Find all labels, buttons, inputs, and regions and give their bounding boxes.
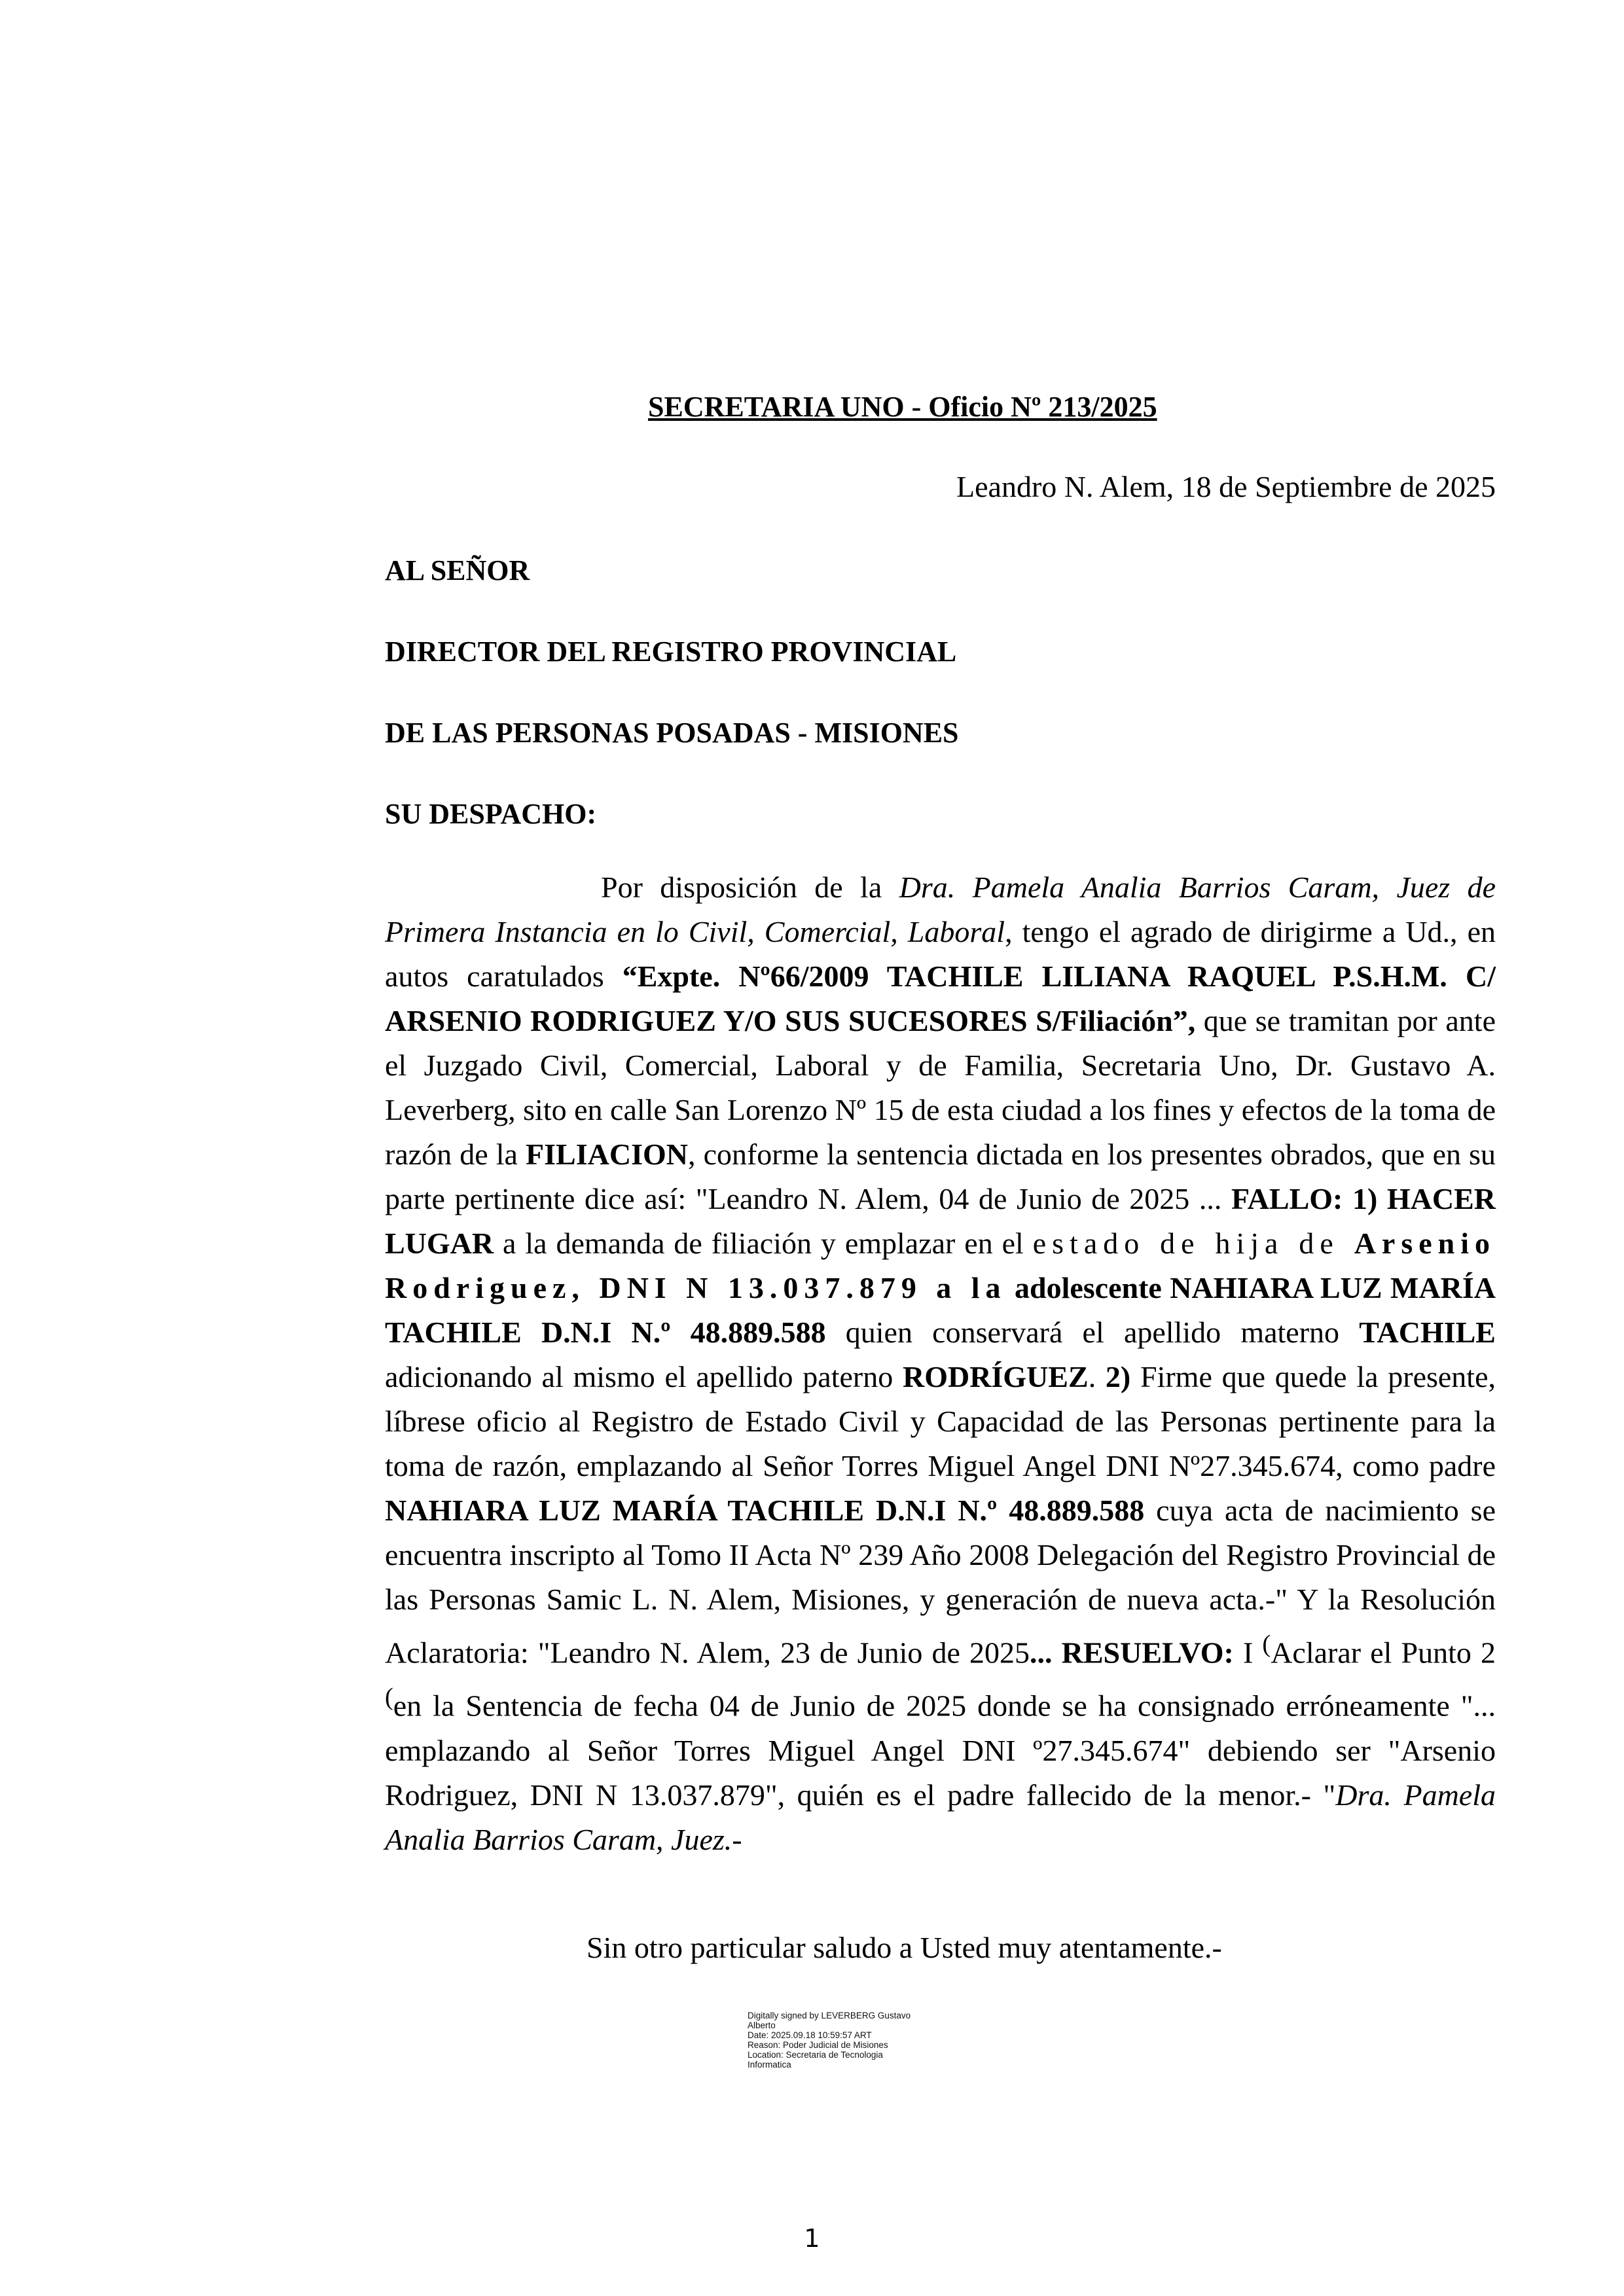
addressee-line-1: AL SEÑOR bbox=[385, 554, 530, 586]
resolution-heading: ... RESUELVO: bbox=[1030, 1636, 1234, 1670]
body-run: estado de hija de bbox=[1032, 1227, 1354, 1260]
body-run-judge: Dra. Pamela Analia Barrios Caram, Juez de Primera Instancia en lo Civil, Comercial, Laboral bbox=[385, 870, 1496, 948]
closing-line: Sin otro particular saludo a Usted muy atentamente.- bbox=[586, 1931, 1222, 1964]
case-title: “Expte. Nº66/2009 TACHILE LILIANA RAQUEL P.S.H.M. C/ ARSENIO RODRIGUEZ Y/O SUS SUCESORES S/Filiación”, bbox=[385, 960, 1496, 1037]
signature-line: Location: Secretaria de Tecnologia bbox=[748, 2050, 883, 2060]
paren-mark: ( bbox=[385, 1683, 393, 1712]
body-run: I bbox=[1233, 1636, 1263, 1670]
body-paragraph bbox=[385, 865, 1496, 1862]
judge-signature-text: Dra. Pamela Analia Barrios Caram, Juez. bbox=[385, 1778, 1496, 1856]
date-line: Leandro N. Alem, 18 de Septiembre de 2025 bbox=[956, 470, 1496, 503]
signature-line: Date: 2025.09.18 10:59:57 ART bbox=[748, 2030, 872, 2040]
body-run: , conforme la sentencia dictada en los presentes obrados, que en su parte pertinente dice así: "Leandro N. Alem, 04 de Junio de 2025 ... bbox=[385, 1138, 1496, 1215]
body-run: en la Sentencia de fecha 04 de Junio de 2025 donde se ha consignado erróneamente "... emplazando al Señor Torres Miguel Angel DNI º27.345.674" debiendo ser "Arsenio Rodriguez, DNI N 13.037.879", quién es el padre fallecido de la menor.- " bbox=[385, 1689, 1496, 1812]
body-run: cuya acta de nacimiento se encuentra inscripto al Tomo II Acta Nº 239 Año 2008 Delegación del Registro Provincial de las Personas Samic L. N. Alem, Misiones, y generación de nueva acta.-" Y la Resolución Aclaratoria: "Leandro N. Alem, 23 de Junio de 2025 bbox=[385, 1494, 1496, 1670]
father-name: Arsenio Rodriguez, DNI N 13.037.879 a la bbox=[385, 1227, 1496, 1304]
addressee-line-3: DE LAS PERSONAS POSADAS - MISIONES bbox=[385, 717, 959, 749]
body-run-filiacion: FILIACION bbox=[526, 1138, 688, 1171]
addressee-line-2: DIRECTOR DEL REGISTRO PROVINCIAL bbox=[385, 636, 957, 668]
page-number: 1 bbox=[804, 2224, 820, 2253]
maternal-surname: TACHILE bbox=[1359, 1316, 1496, 1349]
body-run: , tengo el agrado de dirigirme a Ud., en autos caratulados bbox=[385, 915, 1496, 993]
child-name: adolescente NAHIARA LUZ MARÍA TACHILE D.N.I N.º 48.889.588 bbox=[385, 1271, 1496, 1349]
document-title: SECRETARIA UNO - Oficio Nº 213/2025 bbox=[648, 391, 1157, 423]
body-run: adicionando al mismo el apellido paterno bbox=[385, 1360, 903, 1393]
signature-line: Informatica bbox=[748, 2060, 791, 2070]
body-run: que se tramitan por ante el Juzgado Civil, Comercial, Laboral y de Familia, Secretaria Uno, Dr. Gustavo A. Leverberg, sito en calle San Lorenzo Nº 15 de esta ciudad a los fines y efectos de la toma de razón de la bbox=[385, 1004, 1496, 1171]
signature-line: Reason: Poder Judicial de Misiones bbox=[748, 2040, 888, 2050]
addressee-line-4: SU DESPACHO: bbox=[385, 798, 597, 830]
body-run: Aclarar el Punto 2 bbox=[1271, 1636, 1496, 1670]
paternal-surname: RODRÍGUEZ bbox=[902, 1360, 1089, 1393]
ruling-heading: FALLO: 1) HACER LUGAR bbox=[385, 1182, 1496, 1260]
digital-signature-block bbox=[748, 2011, 970, 2070]
body-run: Por disposición de la bbox=[601, 870, 899, 904]
ruling-point-2: 2) bbox=[1105, 1360, 1131, 1393]
body-run: - bbox=[732, 1822, 742, 1856]
child-name-repeat: NAHIARA LUZ MARÍA TACHILE D.N.I N.º 48.889.588 bbox=[385, 1494, 1145, 1527]
body-run: . bbox=[1088, 1360, 1106, 1393]
body-run: quien conservará el apellido materno bbox=[825, 1316, 1360, 1349]
paren-mark: ( bbox=[1262, 1630, 1271, 1658]
signature-line: Alberto bbox=[748, 2020, 776, 2030]
body-run: a la demanda de filiación y emplazar en el bbox=[494, 1227, 1033, 1260]
signature-line: Digitally signed by LEVERBERG Gustavo bbox=[748, 2011, 911, 2020]
body-run: Firme que quede la presente, líbrese oficio al Registro de Estado Civil y Capacidad de las Personas pertinente para la toma de razón, emplazando al Señor Torres Miguel Angel DNI Nº27.345.674, como padre bbox=[385, 1360, 1496, 1482]
